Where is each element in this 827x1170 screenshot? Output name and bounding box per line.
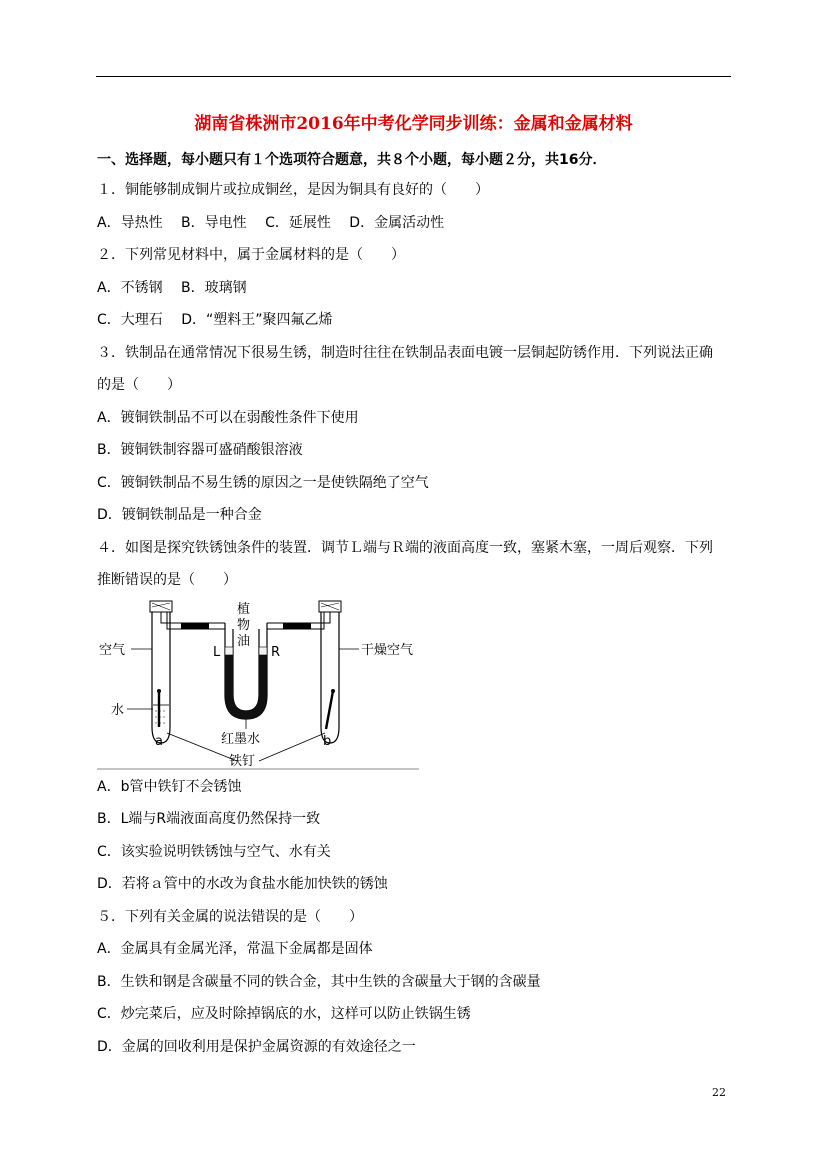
rust-experiment-figure (97, 597, 419, 771)
question-1-stem: １．铜能够制成铜片或拉成铜丝，是因为铜具有良好的（ ） (97, 182, 489, 198)
question-2-options-ab: A．不锈钢 B．玻璃钢 (97, 280, 247, 296)
question-4-option-c: C．该实验说明铁锈蚀与空气、水有关 (97, 844, 331, 860)
question-3-option-b: B．镀铜铁制容器可盛硝酸银溶液 (97, 442, 303, 458)
label-L: L (213, 645, 221, 660)
question-5-stem: ５．下列有关金属的说法错误的是（ ） (97, 909, 363, 925)
label-air: 空气 (99, 643, 126, 658)
question-3-option-c: C．镀铜铁制品不易生锈的原因之一是使铁隔绝了空气 (97, 475, 429, 491)
document-title: 湖南省株洲市2016年中考化学同步训练：金属和金属材料 (194, 114, 633, 134)
question-3-option-a: A．镀铜铁制品不可以在弱酸性条件下使用 (97, 410, 359, 426)
label-tube-b: b (323, 734, 332, 749)
label-oil-1: 植 (237, 602, 251, 617)
question-4-stem-cont: 推断错误的是（ ） (97, 572, 237, 588)
question-3-stem: ３．铁制品在通常情况下很易生锈，制造时往往在铁制品表面电镀一层铜起防锈作用．下列说法正确 (97, 345, 713, 361)
page-number: 22 (712, 1086, 726, 1099)
question-3-stem-cont: 的是（ ） (97, 377, 181, 393)
label-water: 水 (111, 703, 125, 718)
question-5-option-d: D．金属的回收利用是保护金属资源的有效途径之一 (97, 1039, 416, 1055)
header-rule (96, 76, 731, 77)
question-2-options-cd: C．大理石 D．“塑料王”聚四氟乙烯 (97, 312, 333, 328)
label-R: R (271, 645, 281, 660)
question-4-option-b: B．L端与R端液面高度仍然保持一致 (97, 811, 321, 827)
question-5-option-b: B．生铁和钢是含碳量不同的铁合金，其中生铁的含碳量大于钢的含碳量 (97, 974, 541, 990)
question-1-options: A．导热性 B．导电性 C．延展性 D．金属活动性 (97, 215, 445, 231)
question-3-option-d: D．镀铜铁制品是一种合金 (97, 507, 262, 523)
question-4-option-d: D．若将ａ管中的水改为食盐水能加快铁的锈蚀 (97, 876, 388, 892)
section-heading: 一、选择题，每小题只有１个选项符合题意，共８个小题，每小题２分，共16分． (97, 152, 607, 168)
label-red-ink: 红墨水 (221, 732, 261, 747)
question-2-stem: ２．下列常见材料中，属于金属材料的是（ ） (97, 247, 405, 263)
label-oil-3: 油 (237, 634, 251, 649)
label-tube-a: a (155, 734, 163, 749)
label-oil-2: 物 (237, 618, 251, 633)
question-4-option-a: A．b管中铁钉不会锈蚀 (97, 779, 242, 795)
label-iron-nail: 铁钉 (229, 754, 256, 769)
label-dry-air: 干燥空气 (361, 643, 414, 658)
question-5-option-c: C．炒完菜后，应及时除掉锅底的水，这样可以防止铁锅生锈 (97, 1006, 471, 1022)
question-4-stem: ４．如图是探究铁锈蚀条件的装置．调节Ｌ端与Ｒ端的液面高度一致，塞紧木塞，一周后观察．下列 (97, 540, 713, 556)
question-5-option-a: A．金属具有金属光泽，常温下金属都是固体 (97, 941, 373, 957)
